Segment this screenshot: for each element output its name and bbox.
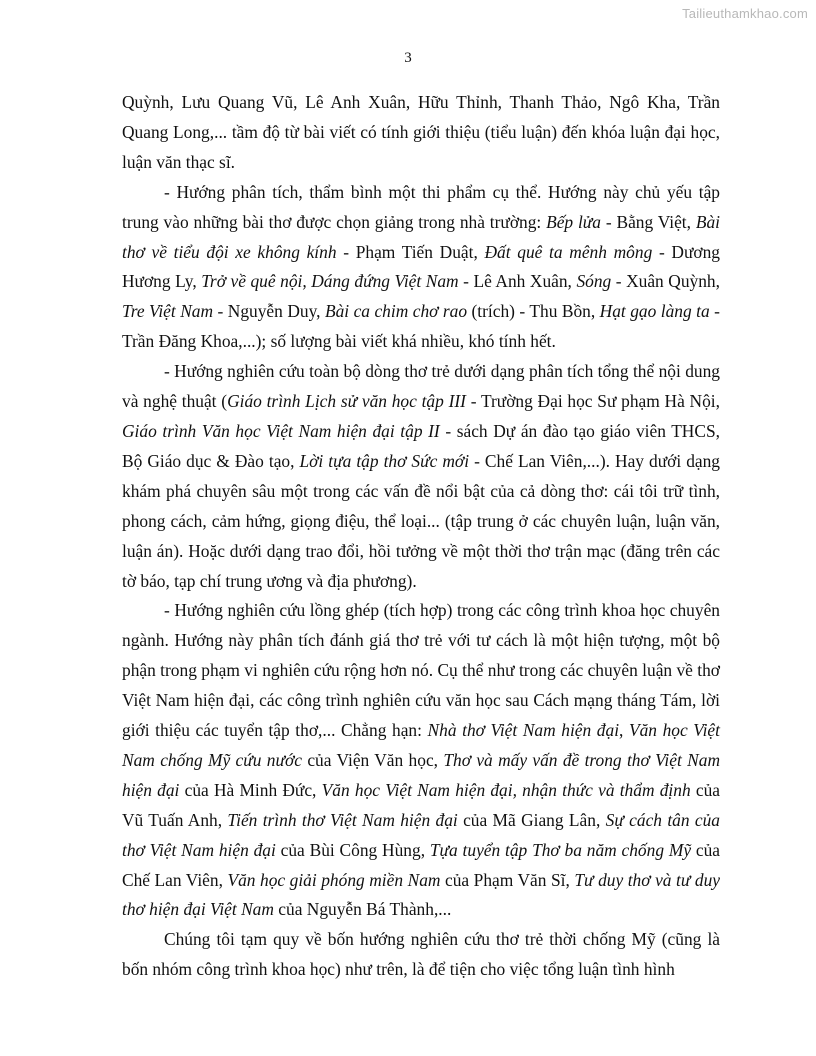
text-run: - Trường Đại học Sư phạm Hà Nội,: [465, 391, 720, 412]
text-run: của Phạm Văn Sĩ,: [440, 869, 575, 890]
text-run: của Hà Minh Đức,: [179, 779, 322, 800]
italic-title: Lời tựa tập thơ Sức mới: [299, 450, 470, 471]
paragraph: [122, 88, 720, 178]
italic-title: Thơ và mấy vấn đề trong thơ Việt Nam hiện đại: [122, 749, 721, 800]
text-run: - Nguyễn Duy,: [213, 301, 325, 322]
italic-title: Sóng: [576, 271, 612, 292]
italic-title: Văn học giải phóng miền Nam: [227, 869, 441, 890]
italic-title: Nhà thơ Việt Nam hiện đại: [427, 720, 620, 741]
paragraph: [122, 178, 720, 357]
text-run: của Vũ Tuấn Anh,: [122, 779, 721, 830]
text-run: Chúng tôi tạm quy về bốn hướng nghiên cứu thơ trẻ thời chống Mỹ (cũng là bốn nhóm công trình khoa học) như trên, là để tiện cho việc tổng luận tình hình: [122, 929, 720, 980]
text-run: của Nguyễn Bá Thành,...: [273, 899, 452, 920]
text-run: - Trần Đăng Khoa,...); số lượng bài viết khá nhiều, khó tính hết.: [122, 301, 720, 352]
text-run: của Bùi Công Hùng,: [275, 839, 430, 860]
text-run: Quỳnh, Lưu Quang Vũ, Lê Anh Xuân, Hữu Thỉnh, Thanh Thảo, Ngô Kha, Trần Quang Long,... tầm độ từ bài viết có tính giới thiệu (tiểu luận) đến khóa luận đại học, luận văn thạc sĩ.: [122, 92, 720, 172]
italic-title: Tư duy thơ và tư duy thơ hiện đại Việt Nam: [122, 869, 720, 920]
paragraph: [122, 596, 720, 925]
text-run: của Mã Giang Lân,: [457, 809, 606, 830]
text-run: của Chế Lan Viên,: [122, 839, 720, 890]
italic-title: Tiến trình thơ Việt Nam hiện đại: [227, 809, 458, 830]
document-body: [122, 88, 720, 985]
italic-title: Tựa tuyển tập Thơ ba năm chống Mỹ: [429, 839, 692, 860]
page-number: 3: [404, 50, 412, 66]
paragraph: [122, 357, 720, 596]
italic-title: Hạt gạo làng ta: [599, 301, 710, 322]
italic-title: Văn học Việt Nam chống Mỹ cứu nước: [122, 720, 720, 770]
italic-title: Bài thơ về tiểu đội xe không kính: [122, 211, 720, 262]
italic-title: Giáo trình Văn học Việt Nam hiện đại tập II: [122, 420, 440, 441]
italic-title: Tre Việt Nam: [122, 301, 214, 322]
text-run: - Dương Hương Ly,: [122, 241, 720, 292]
text-run: - Chế Lan Viên,...). Hay dưới dạng khám phá chuyên sâu một trong các vấn đề nổi bật của cả dòng thơ: cái tôi trữ tình, phong cách, cảm hứng, giọng điệu, thể loại... (tập trung ở các chuyên luận, luận văn, luận án). Hoặc dưới dạng trao đổi, hồi tưởng về một thời thơ trận mạc (đăng trên các tờ báo, tạp chí trung ương và địa phương).: [122, 450, 720, 591]
italic-title: Bếp lửa: [546, 211, 601, 232]
text-run: - Xuân Quỳnh,: [611, 271, 720, 292]
italic-title: Trở về quê nội, Dáng đứng Việt Nam: [201, 271, 459, 292]
text-run: ,: [619, 720, 629, 741]
italic-title: Văn học Việt Nam hiện đại, nhận thức và thẩm định: [321, 779, 691, 800]
text-run: - Hướng phân tích, thẩm bình một thi phẩm cụ thể. Hướng này chủ yếu tập trung vào những bài thơ được chọn giảng trong nhà trường:: [122, 181, 720, 232]
italic-title: Đất quê ta mênh mông: [484, 241, 653, 262]
text-run: (trích) - Thu Bồn,: [467, 301, 600, 322]
text-run: - sách Dự án đào tạo giáo viên THCS, Bộ Giáo dục & Đào tạo,: [122, 420, 720, 471]
italic-title: Sự cách tân của thơ Việt Nam hiện đại: [122, 809, 720, 860]
text-run: của Viện Văn học,: [301, 749, 444, 770]
text-run: - Bằng Việt,: [601, 211, 696, 232]
watermark: Tailieuthamkhao.com: [682, 6, 808, 21]
text-run: - Hướng nghiên cứu lồng ghép (tích hợp) trong các công trình khoa học chuyên ngành. Hướng này phân tích đánh giá thơ trẻ với tư cách là một hiện tượng, một bộ phận trong phạm vi nghiên cứu rộng hơn nó. Cụ thể như trong các chuyên luận về thơ Việt Nam hiện đại, các công trình nghiên cứu văn học sau Cách mạng tháng Tám, lời giới thiệu các tuyển tập thơ,... Chẳng hạn:: [122, 600, 720, 741]
paragraph: [122, 925, 720, 985]
text-run: - Phạm Tiến Duật,: [336, 241, 485, 262]
italic-title: Giáo trình Lịch sử văn học tập III: [227, 391, 466, 412]
text-run: - Lê Anh Xuân,: [458, 271, 577, 292]
text-run: - Hướng nghiên cứu toàn bộ dòng thơ trẻ dưới dạng phân tích tổng thể nội dung và nghệ thuật (: [122, 361, 720, 412]
italic-title: Bài ca chim chơ rao: [324, 301, 468, 322]
